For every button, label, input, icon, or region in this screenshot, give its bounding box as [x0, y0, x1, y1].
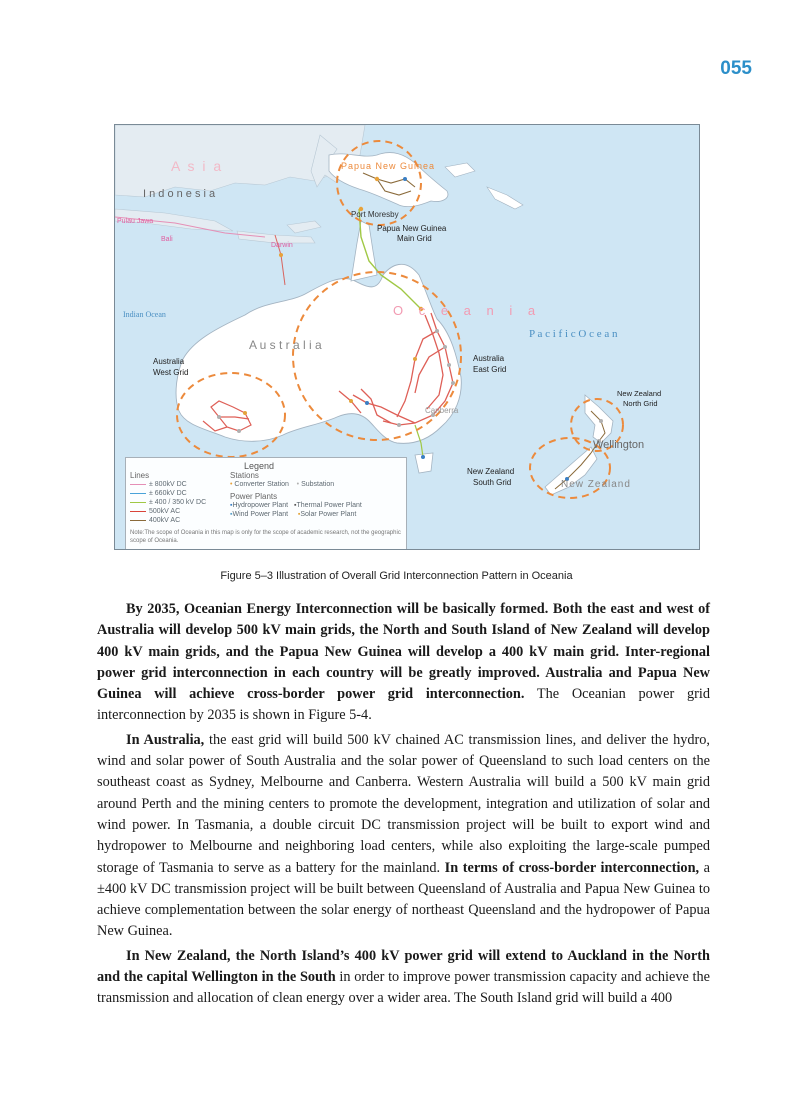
legend-line-item: ± 800kV DC	[130, 480, 206, 489]
australia-east-grid-label-2: East Grid	[473, 365, 507, 374]
legend-plant-items: ▪Wind Power Plant ▪Solar Power Plant	[230, 511, 357, 518]
legend-lines-header: Lines	[130, 471, 150, 480]
papua-new-guinea-label: Papua New Guinea	[341, 161, 436, 171]
oceania-label: O c e a n i a	[393, 303, 542, 318]
australia-west-grid-label-1: Australia	[153, 357, 185, 366]
australia-east-grid-label-1: Australia	[473, 354, 505, 363]
png-main-grid-label-1: Papua New Guinea	[377, 224, 447, 233]
paragraph: In New Zealand, the North Island’s 400 kV power grid will extend to Auckland in the North and the capital Wellington in the South in order to improve power transmission capacity and achieve the transmission and allocation of clean energy over a wider area. The South Island grid will build a 400	[97, 947, 711, 1007]
body-text	[97, 599, 710, 1013]
legend-line-item: ± 400 / 350 kV DC	[130, 498, 206, 507]
oceania-grid-map	[114, 124, 700, 550]
map-legend	[125, 457, 407, 550]
indonesia-label: I n d o n e s i a	[143, 188, 216, 200]
figure-caption: Figure 5–3 Illustration of Overall Grid Interconnection Pattern in Oceania	[220, 570, 573, 582]
cape-york-peninsula	[351, 221, 377, 281]
line-swatch	[130, 484, 146, 485]
legend-line-item: 500kV AC	[130, 507, 206, 516]
darwin-label: Darwin	[271, 242, 293, 249]
asia-label: A s i a	[171, 158, 224, 174]
line-swatch	[130, 520, 146, 521]
pacific-ocean-label: P a c i f i c O c e a n	[529, 328, 618, 340]
new-britain-island	[445, 163, 475, 177]
legend-line-item: 400kV AC	[130, 516, 206, 525]
nz-north-grid-label-1: New Zealand	[617, 389, 662, 398]
legend-station-items: • Converter Station • Substation	[230, 481, 335, 488]
line-swatch	[130, 502, 146, 503]
timor-island	[287, 221, 321, 233]
png-main-grid-label-2: Main Grid	[397, 234, 432, 243]
legend-plants-header: Power Plants	[230, 492, 278, 501]
australia-label: A u s t r a l i a	[249, 338, 322, 352]
paragraph: By 2035, Oceanian Energy Interconnection will be basically formed. Both the east and west of Australia will develop 500 kV main grids, the North and South Island of New Zealand will develop 400 kV main grids, and the Papua New Guinea will develop a 400 kV main grid. Inter-regional power grid interconnection in each country will be greatly improved. Australia and Papua New Guinea will achieve cross-border power grid interconnection. The Oceanian power grid interconnection by 2035 is shown in Figure 5-4.	[97, 601, 710, 724]
port-moresby-label: Port Moresby	[351, 210, 399, 219]
australia-west-grid-label-2: West Grid	[153, 368, 189, 377]
legend-stations	[230, 471, 362, 519]
pulau-jawa-label: Pulau Jawa	[117, 218, 154, 225]
page-number: 055	[720, 58, 752, 79]
wellington-label: Wellington	[593, 439, 645, 451]
legend-stations-header: Stations	[230, 471, 259, 480]
nz-south-grid-label-1: New Zealand	[467, 467, 515, 476]
legend-lines	[130, 471, 206, 525]
legend-plant-items: ▪Hydropower Plant ▪Thermal Power Plant	[230, 502, 362, 509]
solomon-islands	[487, 187, 523, 209]
legend-title: Legend	[244, 461, 275, 471]
paragraph: In Australia, the east grid will build 500 kV chained AC transmission lines, and deliver the hydro, wind and solar power of South Australia and the solar power of Queensland to such load centers on the southeast coast as Sydney, Melbourne and Canberra. Western Australia will build a 500 kV main grid around Perth and the mining centers to promote the development, integration and utilization of solar and wind power. In Tasmania, a double circuit DC transmission project will be built to export wind and hydropower to Melbourne and neighboring load centers, while also exploiting the large-scale pumped storage of Tasmania to serve as a battery for the mainland. In terms of cross-border interconnection, a ±400 kV DC transmission project will be built between Queensland of Australia and Papua New Guinea to achieve complementation between the solar energy of northeast Queensland and the hydropower of Papua New Guinea.	[97, 731, 710, 940]
canberra-label: Canberra	[425, 406, 459, 415]
legend-line-item: ± 660kV DC	[130, 489, 206, 498]
line-swatch	[130, 511, 146, 512]
line-swatch	[130, 493, 146, 494]
bali-label: Bali	[161, 236, 173, 243]
indian-ocean-label: Indian Ocean	[123, 310, 166, 319]
legend-note: Note:The scope of Oceania in this map is only for the scope of academic research, not the geographic scope of Oceania.	[130, 530, 401, 544]
nz-north-grid-label-2: North Grid	[623, 399, 658, 408]
new-zealand-label: New Zealand	[561, 479, 631, 490]
nz-south-grid-label-2: South Grid	[473, 478, 512, 487]
